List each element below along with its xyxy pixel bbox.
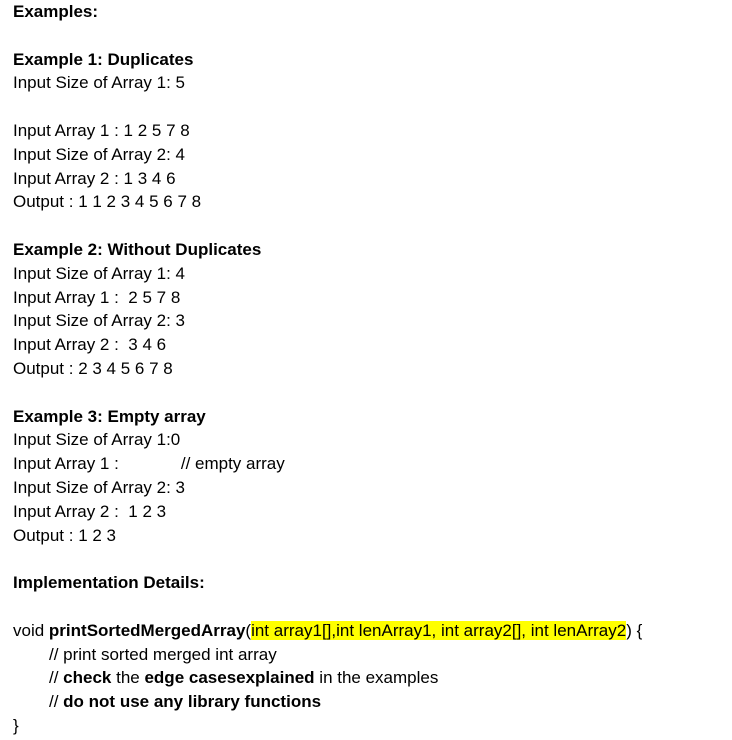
example3-size2: Input Size of Array 2: 3 bbox=[13, 477, 185, 497]
example1-output: Output : 1 1 2 3 4 5 6 7 8 bbox=[13, 192, 202, 212]
example3-array2: Input Array 2 : 1 2 3 bbox=[13, 501, 167, 521]
example3-output: Output : 1 2 3 bbox=[13, 525, 117, 545]
spacer bbox=[13, 381, 723, 405]
comment-print: // print sorted merged int array bbox=[49, 644, 277, 664]
comment-edge-cases bbox=[13, 666, 723, 690]
closing-brace: } bbox=[13, 715, 19, 735]
example2-array2: Input Array 2 : 3 4 6 bbox=[13, 335, 167, 355]
sig-open: ( bbox=[245, 620, 252, 640]
example1-array2: Input Array 2 : 1 3 4 6 bbox=[13, 168, 176, 188]
function-name: printSortedMergedArray bbox=[48, 620, 246, 640]
example1-array1: Input Array 1 : 1 2 5 7 8 bbox=[13, 120, 190, 140]
example2-output: Output : 2 3 4 5 6 7 8 bbox=[13, 358, 173, 378]
document bbox=[13, 0, 723, 738]
function-signature bbox=[13, 619, 723, 643]
example3-array1: Input Array 1 : bbox=[13, 454, 119, 474]
example1-size1: Input Size of Array 1: 5 bbox=[13, 73, 185, 93]
example2-size2: Input Size of Array 2: 3 bbox=[13, 311, 185, 331]
comment-the: the bbox=[111, 668, 145, 688]
example2-title: Example 2: Without Duplicates bbox=[13, 239, 262, 259]
spacer bbox=[13, 95, 723, 119]
example1-size2: Input Size of Array 2: 4 bbox=[13, 144, 185, 164]
example3-array1-line bbox=[13, 452, 723, 476]
function-params: int array1[],int lenArray1, int array2[], int lenArray2 bbox=[251, 620, 627, 640]
example3-array1-comment: // empty array bbox=[180, 454, 285, 474]
spacer bbox=[13, 214, 723, 238]
sig-close: ) { bbox=[626, 620, 643, 640]
example3-size1: Input Size of Array 1:0 bbox=[13, 430, 181, 450]
spacer bbox=[13, 547, 723, 571]
comment-no-library bbox=[13, 690, 723, 714]
example2-array1: Input Array 1 : 2 5 7 8 bbox=[13, 287, 181, 307]
implementation-title: Implementation Details: bbox=[13, 573, 205, 593]
comment-examples: in the examples bbox=[314, 668, 439, 688]
example1-title: Example 1: Duplicates bbox=[13, 49, 194, 69]
comment-check: check bbox=[63, 668, 112, 688]
spacer bbox=[13, 595, 723, 619]
example3-title: Example 3: Empty array bbox=[13, 406, 206, 426]
sig-prefix: void bbox=[13, 620, 49, 640]
examples-heading: Examples: bbox=[13, 2, 99, 21]
example2-size1: Input Size of Array 1: 4 bbox=[13, 263, 185, 283]
comment-no-lib-text: do not use any library functions bbox=[63, 692, 322, 712]
comment-prefix: // bbox=[49, 692, 64, 712]
comment-prefix: // bbox=[49, 668, 64, 688]
spacer bbox=[13, 24, 723, 48]
comment-edge: edge casesexplained bbox=[144, 668, 315, 688]
